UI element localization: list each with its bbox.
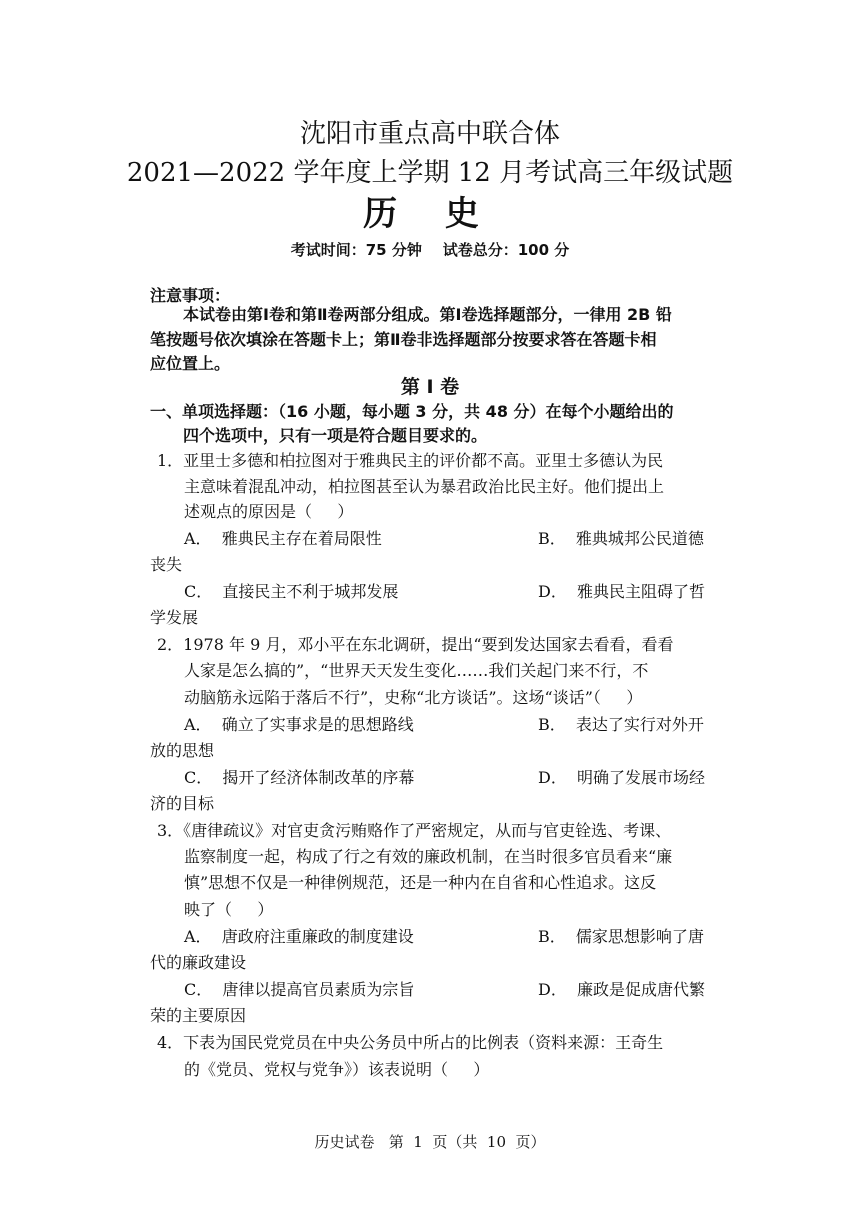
question-stem: 1．亚里士多德和柏拉图对于雅典民主的评价都不高。亚里士多德认为民 bbox=[157, 451, 664, 470]
option-d-wrap: 荣的主要原因 bbox=[150, 1006, 247, 1025]
notice-line: 应位置上。 bbox=[150, 354, 231, 373]
section-instruction: 四个选项中，只有一项是符合题目要求的。 bbox=[183, 426, 488, 445]
exam-title-line2: 2021—2022 学年度上学期 12 月考试高三年级试题 bbox=[126, 158, 734, 188]
option-a: A． 雅典民主存在着局限性 bbox=[184, 529, 382, 548]
exam-title-line1: 沈阳市重点高中联合体 bbox=[299, 119, 560, 149]
option-b: B． 表达了实行对外开 bbox=[538, 715, 704, 734]
notice-line: 笔按题号依次填涂在答题卡上；第Ⅱ卷非选择题部分按要求答在答题卡相 bbox=[150, 330, 657, 349]
option-c: C． 唐律以提高官员素质为宗旨 bbox=[184, 980, 415, 999]
option-d-wrap: 学发展 bbox=[150, 608, 199, 627]
question-stem: 3．《唐律疏议》对官吏贪污贿赂作了严密规定，从而与官吏铨选、考课、 bbox=[157, 821, 672, 840]
subject-title: 历 史 bbox=[363, 194, 497, 234]
question-stem: 映了（ ） bbox=[184, 900, 274, 919]
option-d: D． 廉政是促成唐代繁 bbox=[538, 980, 706, 999]
question-stem: 人家是怎么搞的”，“世界天天发生变化……我们关起门来不行，不 bbox=[184, 661, 649, 680]
option-a: A． 确立了实事求是的思想路线 bbox=[184, 715, 414, 734]
question-stem: 监察制度一起，构成了行之有效的廉政机制，在当时很多官员看来“廉 bbox=[184, 847, 673, 866]
option-d: D． 明确了发展市场经 bbox=[538, 768, 706, 787]
option-b: B． 儒家思想影响了唐 bbox=[538, 927, 704, 946]
option-c: C． 直接民主不利于城邦发展 bbox=[184, 582, 399, 601]
option-a: A． 唐政府注重廉政的制度建设 bbox=[184, 927, 414, 946]
question-stem: 4．下表为国民党党员在中央公务员中所占的比例表（资料来源：王奇生 bbox=[157, 1033, 664, 1052]
section-title: 第 I 卷 bbox=[400, 376, 460, 398]
question-stem: 2．1978 年 9 月，邓小平在东北调研，提出“要到发达国家去看看，看看 bbox=[157, 635, 674, 654]
option-b-wrap: 丧失 bbox=[150, 555, 183, 574]
question-stem: 主意味着混乱冲动，柏拉图甚至认为暴君政治比民主好。他们提出上 bbox=[184, 477, 665, 496]
option-b-wrap: 代的廉政建设 bbox=[150, 953, 247, 972]
option-c: C． 揭开了经济体制改革的序幕 bbox=[184, 768, 415, 787]
question-stem: 慎”思想不仅是一种律例规范，还是一种内在自省和心性追求。这反 bbox=[184, 873, 657, 892]
page-footer: 历史试卷 第 1 页（共 10 页） bbox=[314, 1133, 546, 1151]
exam-info: 考试时间：75 分钟 试卷总分：100 分 bbox=[290, 241, 570, 259]
notice-line: 本试卷由第Ⅰ卷和第Ⅱ卷两部分组成。第Ⅰ卷选择题部分，一律用 2B 铅 bbox=[183, 305, 672, 324]
question-stem: 述观点的原因是（ ） bbox=[184, 502, 354, 521]
option-b: B． 雅典城邦公民道德 bbox=[538, 529, 704, 548]
notice-heading: 注意事项： bbox=[150, 286, 231, 305]
option-b-wrap: 放的思想 bbox=[150, 741, 215, 760]
question-stem: 动脑筋永远陷于落后不行”，史称“北方谈话”。这场“谈话”（ ） bbox=[184, 688, 643, 707]
question-stem: 的《党员、党权与党争》）该表说明（ ） bbox=[184, 1060, 490, 1079]
section-instruction: 一、单项选择题：（16 小题，每小题 3 分，共 48 分）在每个小题给出的 bbox=[150, 402, 674, 421]
option-d-wrap: 济的目标 bbox=[150, 794, 215, 813]
option-d: D． 雅典民主阻碍了哲 bbox=[538, 582, 706, 601]
